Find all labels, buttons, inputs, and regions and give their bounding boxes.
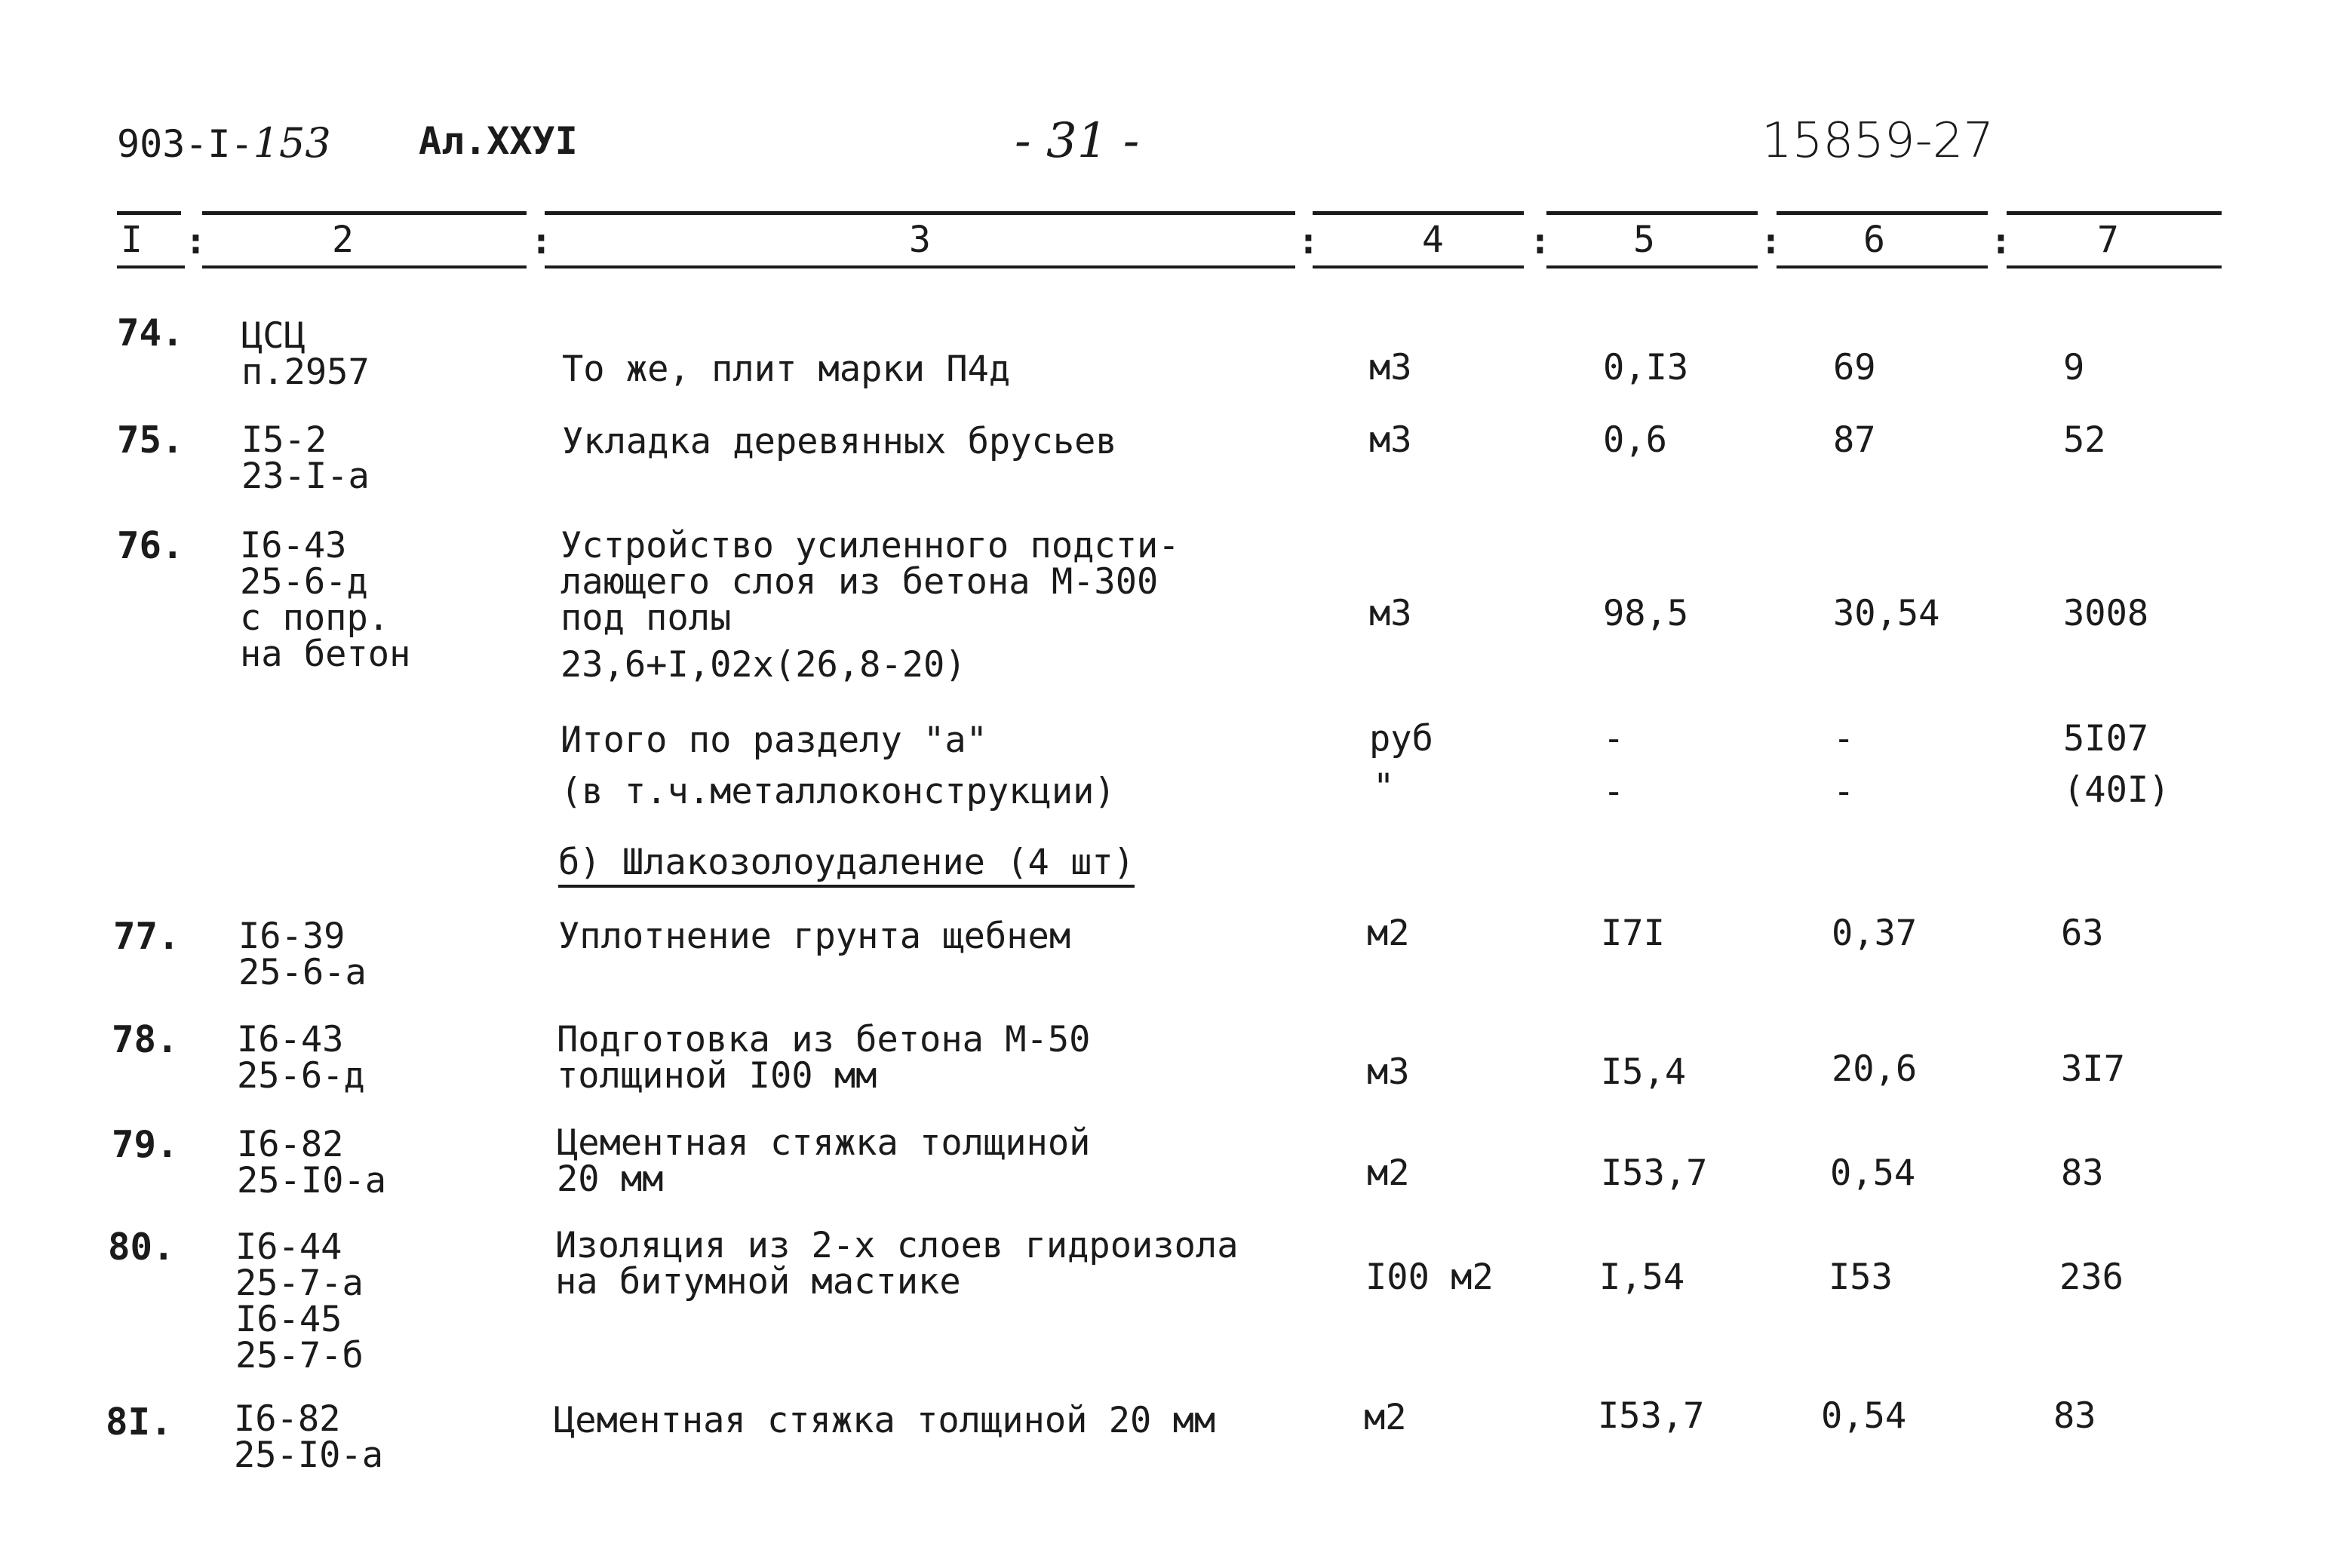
code-line: ЦСЦ [241,315,306,357]
row-total: 52 [2063,419,2106,461]
code-line: I6-82 [237,1124,344,1165]
row-description [560,525,1180,686]
row-quantity: 0,6 [1603,419,1667,461]
row-total: 83 [2053,1395,2096,1437]
row-code [241,419,370,497]
row-price: I53 [1829,1257,1893,1298]
code-line: 25-I0-а [237,1160,387,1201]
row-quantity: I7I [1601,913,1665,954]
desc-line: Устройство усиленного подсти- [560,525,1180,566]
row-unit: руб [1369,718,1433,759]
desc-line: Цементная стяжка толщиной [557,1122,1091,1164]
row-number: 78. [112,1018,179,1061]
row-quantity: I5,4 [1601,1051,1687,1093]
col-separator: : [1760,220,1782,262]
code-line: I6-43 [237,1019,344,1060]
row-number: 8I. [106,1401,173,1444]
header-top-rule [1777,211,1988,215]
header-top-rule [2007,211,2222,215]
code-line: I6-39 [238,916,345,957]
row-code [238,916,367,993]
header-bottom-rule [202,265,527,268]
code-line: 25-7-а [235,1263,364,1304]
row-code [237,1019,365,1097]
row-unit: м3 [1369,593,1412,634]
row-number: 77. [113,915,180,958]
row-price: - [1833,771,1855,812]
desc-line: Изоляция из 2-х слоев гидроизола [555,1225,1239,1266]
header-bottom-rule [545,265,1295,268]
row-total: 3008 [2063,593,2149,634]
section-heading [558,842,1135,883]
row-price: - [1833,718,1855,759]
album-label: Ал.ХХУI [419,119,578,163]
desc-line: Подготовка из бетона М-50 [557,1019,1091,1060]
row-price: 0,54 [1830,1152,1916,1194]
col-header-2: 2 [332,219,354,261]
row-number: 80. [108,1226,175,1269]
row-description: Цементная стяжка толщиной 20 мм [554,1400,1216,1441]
doc-code [117,119,331,167]
row-description: То же, плит марки П4д [562,348,1011,390]
header-top-rule [1546,211,1758,215]
page-number: - 31 - [1015,113,1140,169]
code-line: I6-45 [235,1299,342,1340]
row-unit: м3 [1369,347,1412,388]
row-code [240,525,411,675]
doc-code-handwritten: 153 [253,119,331,167]
col-header-7: 7 [2097,219,2119,261]
row-code [234,1398,384,1476]
row-code [237,1124,387,1201]
code-line: п.2957 [241,351,370,393]
subtotal-label: Итого по разделу "а" [560,720,987,761]
desc-line: на битумной мастике [555,1261,961,1303]
row-total: 63 [2061,913,2104,954]
row-number: 79. [112,1123,179,1166]
row-quantity: I53,7 [1598,1395,1705,1437]
col-separator: : [185,220,207,262]
row-description [555,1225,1239,1303]
header-top-rule [1313,211,1524,215]
row-description [557,1122,1091,1200]
header-bottom-rule [1777,265,1988,268]
row-total: 236 [2059,1257,2124,1298]
col-header-1: I [121,219,143,261]
header-bottom-rule [1546,265,1758,268]
col-header-5: 5 [1633,219,1655,261]
subtotal-note: (в т.ч.металлоконструкции) [560,771,1116,812]
code-line: 25-6-д [240,561,368,603]
doc-code-prefix: 903-I- [117,122,253,166]
code-line: I6-44 [235,1226,342,1268]
header-top-rule [202,211,527,215]
code-line: на бетон [240,634,411,675]
row-unit: м2 [1367,913,1410,954]
col-header-4: 4 [1422,219,1444,261]
code-line: с попр. [240,597,390,639]
row-number: 74. [117,311,184,354]
header-bottom-rule [2007,265,2222,268]
col-separator: : [1529,220,1551,262]
row-unit: " [1373,766,1395,808]
row-code [235,1226,364,1376]
row-price: 0,54 [1821,1395,1907,1437]
row-unit: м3 [1369,419,1412,461]
code-line: I6-82 [234,1398,341,1440]
desc-line: 20 мм [557,1158,664,1200]
col-header-6: 6 [1863,219,1885,261]
code-line: 25-6-д [237,1055,365,1097]
row-quantity: I53,7 [1601,1152,1708,1194]
archive-number: 15859-27 [1761,113,1995,169]
code-line: I6-43 [240,525,347,566]
row-number: 75. [117,419,184,462]
row-price: 0,37 [1832,913,1918,954]
col-separator: : [530,220,552,262]
row-quantity: I,54 [1599,1257,1685,1298]
header-top-rule [117,211,181,215]
row-unit: м2 [1367,1152,1410,1194]
header-bottom-rule [1313,265,1524,268]
section-heading-text: б) Шлакозолоудаление (4 шт) [558,842,1135,888]
row-quantity: 98,5 [1603,593,1689,634]
row-unit: м2 [1364,1397,1407,1438]
row-price: 30,54 [1833,593,1940,634]
row-code [241,315,370,393]
code-line: 25-6-а [238,952,367,993]
row-description: Укладка деревянных брусьев [562,421,1117,462]
row-total: 9 [2063,347,2085,388]
row-number: 76. [117,524,184,567]
row-unit: м3 [1367,1051,1410,1093]
col-separator: : [1298,220,1319,262]
row-price: 69 [1833,347,1876,388]
row-description: Уплотнение грунта щебнем [558,916,1071,957]
header-bottom-rule [117,265,185,268]
row-total: 83 [2061,1152,2104,1194]
row-quantity: 0,I3 [1603,347,1689,388]
row-total: 3I7 [2061,1048,2125,1090]
desc-line: под полы [560,597,732,639]
col-separator: : [1990,220,2012,262]
row-description [557,1019,1091,1097]
row-total: (40I) [2063,769,2170,811]
header-top-rule [545,211,1295,215]
code-line: I5-2 [241,419,327,461]
code-line: 25-7-б [235,1335,364,1376]
row-price: 87 [1833,419,1876,461]
col-header-3: 3 [909,219,931,261]
desc-line: лающего слоя из бетона М-300 [560,561,1159,603]
code-line: 25-I0-а [234,1435,384,1476]
row-price: 20,6 [1832,1048,1918,1090]
row-quantity: - [1603,718,1625,759]
row-unit: I00 м2 [1365,1257,1494,1298]
desc-line: толщиной I00 мм [557,1055,877,1097]
row-quantity: - [1603,771,1625,812]
desc-formula: 23,6+I,02х(26,8-20) [560,644,966,686]
row-total: 5I07 [2063,718,2149,759]
code-line: 23-I-а [241,456,370,497]
